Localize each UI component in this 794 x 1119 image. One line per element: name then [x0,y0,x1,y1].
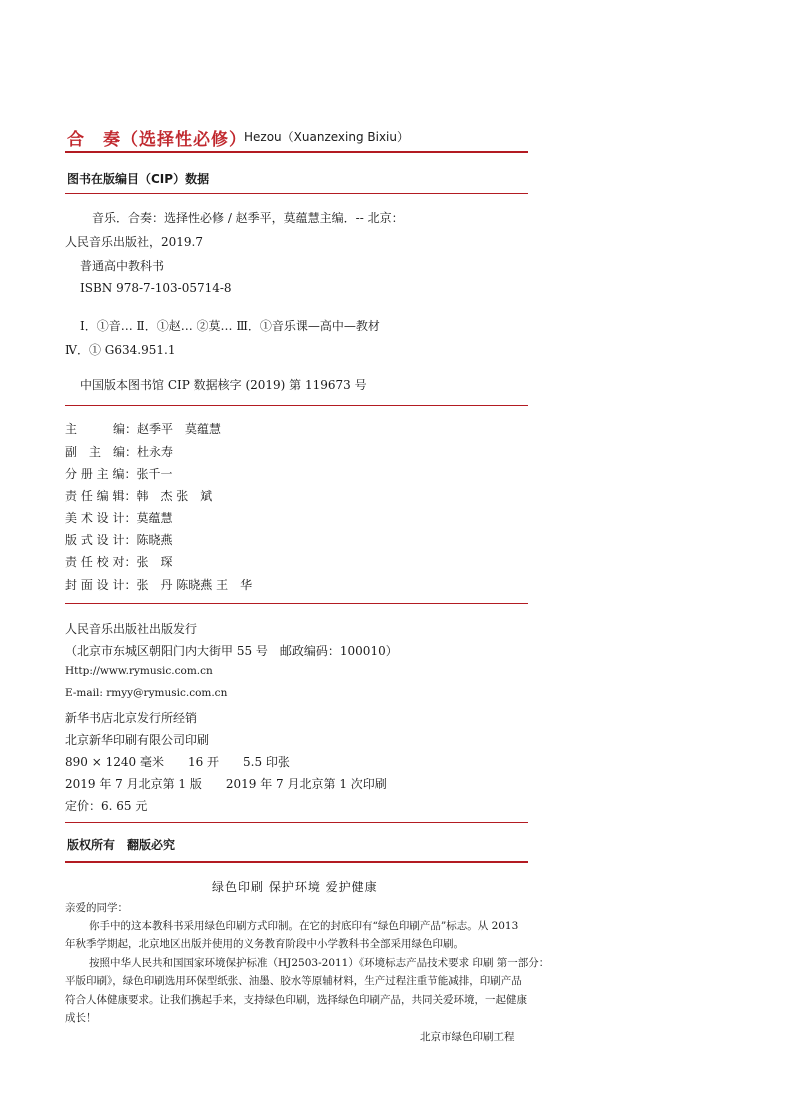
green-print-slogan: 绿色印刷 保护环境 爱护健康 [212,880,378,894]
notice-paragraph-line: 你手中的这本教科书采用绿色印刷方式印制。在它的封底印有“绿色印刷产品”标志。从 2013 [89,920,519,932]
edition-info: 2019 年 7 月北京第 1 版 2019 年 7 月北京第 1 次印刷 [65,777,387,791]
cip-line: 普通高中教科书 [80,259,165,273]
price: 定价：6. 65 元 [65,799,148,813]
credit-row: 主 编：赵季平 莫蕴慧 [65,422,222,436]
credit-row: 封 面 设 计：张 丹 陈晓燕 王 华 [65,578,253,592]
credits-rule [65,603,528,604]
credit-row: 分 册 主 编：张千一 [65,467,173,481]
cip-line: 人民音乐出版社，2019.7 [65,235,203,249]
publisher-website: Http://www.rymusic.com.cn [65,665,213,677]
notice-paragraph-line: 按照中华人民共和国国家环境保护标准（HJ2503-2011）《环境标志产品技术要求 印刷 第一部分： [89,957,550,969]
notice-greeting: 亲爱的同学： [65,902,128,914]
notice-paragraph-line: 年秋季学期起，北京地区出版并使用的义务教育阶段中小学教科书全部采用绿色印刷。 [65,938,464,950]
cip-record-number: 中国版本图书馆 CIP 数据核字 (2019) 第 119673 号 [80,378,367,392]
publisher-email: E-mail: rmyy@rymusic.com.cn [65,687,228,699]
book-format: 890 × 1240 毫米 16 开 5.5 印张 [65,755,290,769]
cip-heading: 图书在版编目（CIP）数据 [67,172,210,186]
book-title-cn: 合 奏（选择性必修） [67,130,247,150]
printer: 北京新华印刷有限公司印刷 [65,733,210,747]
copyright-rule [65,861,528,863]
notice-paragraph-line: 平版印刷》，绿色印刷选用环保型纸张、油墨、胶水等原辅材料，生产过程注重节能减排，印刷产品 [65,975,522,987]
credit-row: 美 术 设 计：莫蕴慧 [65,511,173,525]
cip-classification-code: Ⅳ．① G634.951.1 [65,343,176,357]
cip-classification: Ⅰ．①音… Ⅱ．①赵… ②莫… Ⅲ．①音乐课—高中—教材 [80,319,380,333]
credit-row: 责 任 编 辑：韩 杰 张 斌 [65,489,213,503]
notice-paragraph-line: 成长！ [65,1012,97,1024]
notice-paragraph-line: 符合人体健康要求。让我们携起手来，支持绿色印刷，选择绿色印刷产品，共同关爱环境，一起健康 [65,994,527,1006]
cip-line: 音乐．合奏：选择性必修 / 赵季平，莫蕴慧主编．-- 北京： [92,211,404,225]
notice-signature: 北京市绿色印刷工程 [420,1031,515,1043]
publisher-rule [65,822,528,823]
distributor: 新华书店北京发行所经销 [65,711,198,725]
cip-rule-top [65,193,528,194]
copyright-notice: 版权所有 翻版必究 [67,838,176,852]
credit-row: 版 式 设 计：陈晓燕 [65,533,173,547]
book-title-en: Hezou（Xuanzexing Bixiu） [244,130,409,144]
cip-rule-bottom [65,405,528,406]
credit-row: 责 任 校 对：张 琛 [65,555,173,569]
header-rule [65,151,528,153]
credit-row: 副 主 编：杜永寿 [65,445,174,459]
cip-isbn: ISBN 978-7-103-05714-8 [80,281,232,295]
publisher-name: 人民音乐出版社出版发行 [65,622,198,636]
publisher-address: （北京市东城区朝阳门内大街甲 55 号 邮政编码：100010） [65,644,398,658]
